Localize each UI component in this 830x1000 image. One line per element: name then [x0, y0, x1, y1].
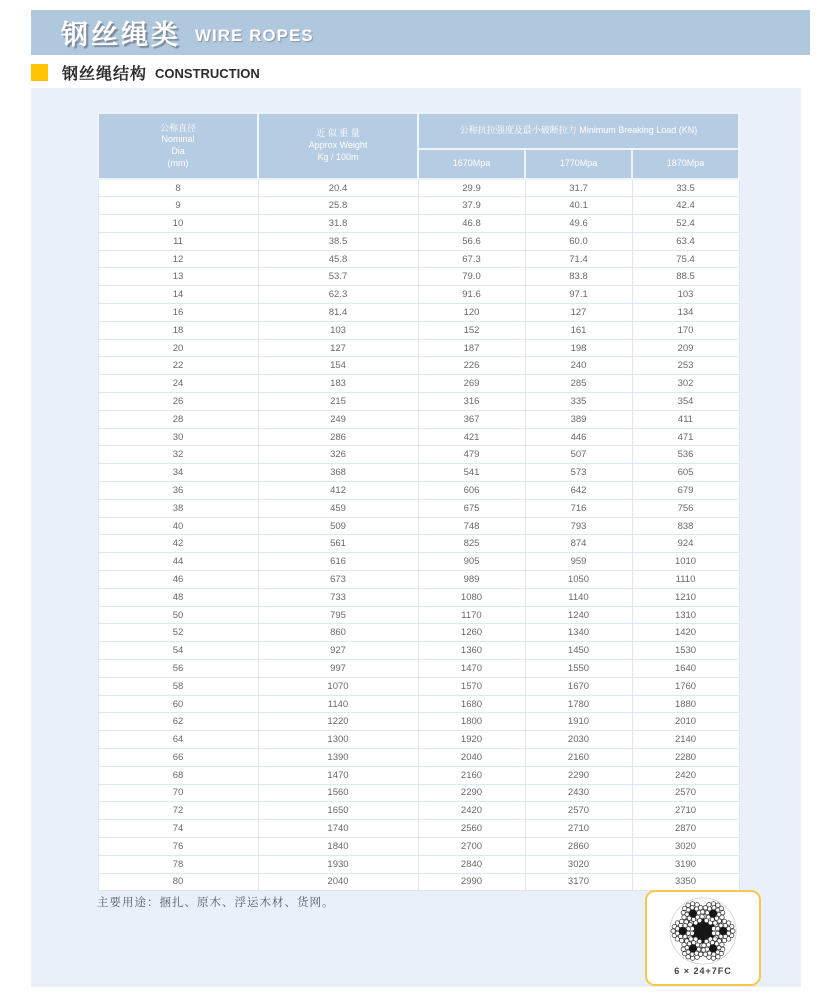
cell-mbl-1670: 2700: [418, 837, 525, 855]
col-header-diameter-unit: (mm): [167, 157, 189, 168]
table-row: [98, 553, 739, 571]
cell-mbl-1870: 134: [632, 304, 739, 322]
cell-mbl-1770: 31.7: [525, 179, 632, 197]
cell-mbl-1670: 37.9: [418, 197, 525, 215]
product-card: [645, 890, 761, 986]
table-row: [98, 375, 739, 393]
cell-mbl-1670: 905: [418, 553, 525, 571]
table-row: [98, 820, 739, 838]
cell-mbl-1770: 40.1: [525, 197, 632, 215]
cell-mbl-1870: 924: [632, 535, 739, 553]
cell-mbl-1770: 642: [525, 482, 632, 500]
cell-mbl-1670: 1920: [418, 731, 525, 749]
cell-weight: 62.3: [258, 286, 418, 304]
cell-mbl-1870: 605: [632, 464, 739, 482]
cell-diameter: 8: [98, 179, 258, 197]
table-row: [98, 642, 739, 660]
cell-weight: 2040: [258, 873, 418, 891]
table-row: [98, 660, 739, 678]
table-row: [98, 393, 739, 411]
cell-mbl-1870: 253: [632, 357, 739, 375]
table-row: [98, 410, 739, 428]
cell-weight: 249: [258, 410, 418, 428]
table-row: [98, 571, 739, 589]
cell-weight: 1560: [258, 784, 418, 802]
page-banner: [31, 10, 810, 55]
cell-diameter: 66: [98, 749, 258, 767]
table-row: [98, 695, 739, 713]
cell-weight: 1740: [258, 820, 418, 838]
col-header-diameter: [98, 113, 258, 179]
cell-mbl-1670: 606: [418, 482, 525, 500]
cell-diameter: 76: [98, 837, 258, 855]
col-header-grade-1770: 1770Mpa: [525, 149, 632, 179]
cell-mbl-1870: 2420: [632, 766, 739, 784]
table-row: [98, 464, 739, 482]
table-row: [98, 499, 739, 517]
cell-diameter: 60: [98, 695, 258, 713]
cell-mbl-1870: 75.4: [632, 250, 739, 268]
cell-weight: 154: [258, 357, 418, 375]
cell-diameter: 30: [98, 428, 258, 446]
cell-weight: 215: [258, 393, 418, 411]
cell-mbl-1870: 2140: [632, 731, 739, 749]
cell-mbl-1870: 1310: [632, 606, 739, 624]
table-row: [98, 428, 739, 446]
cell-weight: 45.8: [258, 250, 418, 268]
cell-mbl-1770: 2030: [525, 731, 632, 749]
cell-weight: 509: [258, 517, 418, 535]
cell-weight: 459: [258, 499, 418, 517]
cell-weight: 1300: [258, 731, 418, 749]
section-title-zh: 钢丝绳结构: [62, 65, 148, 83]
cell-diameter: 16: [98, 304, 258, 322]
table-row: [98, 749, 739, 767]
cell-mbl-1870: 2280: [632, 749, 739, 767]
cell-weight: 1220: [258, 713, 418, 731]
cell-mbl-1870: 2570: [632, 784, 739, 802]
cell-weight: 38.5: [258, 232, 418, 250]
cell-mbl-1770: 1670: [525, 677, 632, 695]
cell-mbl-1770: 49.6: [525, 215, 632, 233]
cell-weight: 1930: [258, 855, 418, 873]
cell-mbl-1670: 2840: [418, 855, 525, 873]
wire-rope-spec-table: [97, 112, 740, 891]
table-row: [98, 517, 739, 535]
cell-weight: 673: [258, 571, 418, 589]
table-row: [98, 837, 739, 855]
cell-mbl-1870: 354: [632, 393, 739, 411]
cell-mbl-1770: 1550: [525, 660, 632, 678]
cell-mbl-1770: 1050: [525, 571, 632, 589]
cell-mbl-1670: 1170: [418, 606, 525, 624]
cell-mbl-1670: 120: [418, 304, 525, 322]
cell-weight: 127: [258, 339, 418, 357]
cell-diameter: 54: [98, 642, 258, 660]
cell-mbl-1870: 471: [632, 428, 739, 446]
cell-mbl-1770: 2430: [525, 784, 632, 802]
col-header-grade-1870: 1870Mpa: [632, 149, 739, 179]
cell-mbl-1770: 335: [525, 393, 632, 411]
cell-weight: 412: [258, 482, 418, 500]
table-row: [98, 855, 739, 873]
cell-mbl-1770: 793: [525, 517, 632, 535]
cell-mbl-1870: 1110: [632, 571, 739, 589]
cell-mbl-1670: 1680: [418, 695, 525, 713]
cell-mbl-1670: 479: [418, 446, 525, 464]
cell-diameter: 24: [98, 375, 258, 393]
cell-mbl-1870: 1760: [632, 677, 739, 695]
cell-diameter: 74: [98, 820, 258, 838]
table-row: [98, 677, 739, 695]
cell-diameter: 22: [98, 357, 258, 375]
cell-diameter: 46: [98, 571, 258, 589]
section-title-en: CONSTRUCTION: [155, 65, 260, 81]
cell-diameter: 80: [98, 873, 258, 891]
table-row: [98, 784, 739, 802]
cell-mbl-1770: 2160: [525, 749, 632, 767]
section-heading: [31, 61, 260, 83]
table-row: [98, 766, 739, 784]
table-row: [98, 321, 739, 339]
cell-diameter: 38: [98, 499, 258, 517]
cell-mbl-1670: 29.9: [418, 179, 525, 197]
cell-mbl-1670: 367: [418, 410, 525, 428]
cell-diameter: 28: [98, 410, 258, 428]
cell-diameter: 11: [98, 232, 258, 250]
table-header: [98, 113, 739, 179]
cell-mbl-1770: 2860: [525, 837, 632, 855]
cell-diameter: 12: [98, 250, 258, 268]
cell-mbl-1670: 152: [418, 321, 525, 339]
cell-weight: 103: [258, 321, 418, 339]
cell-mbl-1870: 756: [632, 499, 739, 517]
cell-diameter: 44: [98, 553, 258, 571]
cell-mbl-1670: 2420: [418, 802, 525, 820]
cell-mbl-1870: 536: [632, 446, 739, 464]
table-row: [98, 232, 739, 250]
cell-mbl-1770: 161: [525, 321, 632, 339]
cell-mbl-1870: 1420: [632, 624, 739, 642]
cell-weight: 286: [258, 428, 418, 446]
cell-weight: 1840: [258, 837, 418, 855]
product-card-label: 6 × 24+7FC: [674, 966, 732, 976]
cell-mbl-1670: 2560: [418, 820, 525, 838]
cell-mbl-1770: 1910: [525, 713, 632, 731]
cell-mbl-1670: 46.8: [418, 215, 525, 233]
cell-diameter: 18: [98, 321, 258, 339]
cell-mbl-1670: 1800: [418, 713, 525, 731]
cell-mbl-1870: 33.5: [632, 179, 739, 197]
yellow-square-marker: [31, 64, 48, 81]
cell-weight: 795: [258, 606, 418, 624]
cell-mbl-1870: 2870: [632, 820, 739, 838]
table-row: [98, 802, 739, 820]
cell-weight: 927: [258, 642, 418, 660]
cell-mbl-1870: 52.4: [632, 215, 739, 233]
cell-diameter: 52: [98, 624, 258, 642]
cell-mbl-1870: 1880: [632, 695, 739, 713]
cell-diameter: 20: [98, 339, 258, 357]
cell-mbl-1670: 748: [418, 517, 525, 535]
cell-mbl-1670: 91.6: [418, 286, 525, 304]
cell-mbl-1670: 187: [418, 339, 525, 357]
cell-diameter: 62: [98, 713, 258, 731]
table-row: [98, 286, 739, 304]
cell-mbl-1770: 127: [525, 304, 632, 322]
cell-mbl-1870: 1010: [632, 553, 739, 571]
cell-mbl-1870: 170: [632, 321, 739, 339]
cell-diameter: 50: [98, 606, 258, 624]
cell-mbl-1670: 269: [418, 375, 525, 393]
cell-mbl-1670: 79.0: [418, 268, 525, 286]
table-row: [98, 731, 739, 749]
cell-diameter: 64: [98, 731, 258, 749]
cell-mbl-1770: 83.8: [525, 268, 632, 286]
cell-diameter: 58: [98, 677, 258, 695]
cell-mbl-1670: 989: [418, 571, 525, 589]
table-row: [98, 197, 739, 215]
cell-mbl-1870: 3190: [632, 855, 739, 873]
cell-mbl-1770: 446: [525, 428, 632, 446]
cell-mbl-1770: 1140: [525, 588, 632, 606]
cell-weight: 81.4: [258, 304, 418, 322]
cell-weight: 1470: [258, 766, 418, 784]
cell-diameter: 9: [98, 197, 258, 215]
cell-mbl-1870: 302: [632, 375, 739, 393]
cell-mbl-1770: 240: [525, 357, 632, 375]
cell-mbl-1670: 56.6: [418, 232, 525, 250]
cell-mbl-1870: 679: [632, 482, 739, 500]
cell-mbl-1770: 97.1: [525, 286, 632, 304]
table-row: [98, 357, 739, 375]
col-header-weight: [258, 113, 418, 179]
col-header-weight-zh: 近 似 重 量: [316, 128, 360, 139]
cell-diameter: 48: [98, 588, 258, 606]
cell-mbl-1870: 103: [632, 286, 739, 304]
cell-mbl-1870: 209: [632, 339, 739, 357]
cell-mbl-1670: 67.3: [418, 250, 525, 268]
cell-mbl-1870: 3350: [632, 873, 739, 891]
cell-mbl-1770: 71.4: [525, 250, 632, 268]
cell-weight: 31.8: [258, 215, 418, 233]
cell-mbl-1670: 316: [418, 393, 525, 411]
cell-mbl-1770: 1450: [525, 642, 632, 660]
cell-diameter: 10: [98, 215, 258, 233]
cell-mbl-1770: 959: [525, 553, 632, 571]
col-header-diameter-en2: Dia: [171, 146, 185, 156]
cell-mbl-1770: 2570: [525, 802, 632, 820]
cell-weight: 860: [258, 624, 418, 642]
cell-diameter: 32: [98, 446, 258, 464]
cell-mbl-1770: 507: [525, 446, 632, 464]
cell-mbl-1770: 198: [525, 339, 632, 357]
cell-mbl-1870: 88.5: [632, 268, 739, 286]
cell-mbl-1670: 1080: [418, 588, 525, 606]
table-row: [98, 873, 739, 891]
cell-mbl-1870: 3020: [632, 837, 739, 855]
cell-weight: 1140: [258, 695, 418, 713]
cell-diameter: 70: [98, 784, 258, 802]
table-row: [98, 304, 739, 322]
cell-diameter: 13: [98, 268, 258, 286]
cell-diameter: 42: [98, 535, 258, 553]
cell-mbl-1670: 1360: [418, 642, 525, 660]
col-header-grade-1670: 1670Mpa: [418, 149, 525, 179]
banner-title-en: WIRE ROPES: [195, 25, 314, 45]
cell-mbl-1870: 2010: [632, 713, 739, 731]
cell-mbl-1870: 42.4: [632, 197, 739, 215]
cell-mbl-1770: 1340: [525, 624, 632, 642]
banner-title-zh: 钢丝绳类: [61, 20, 181, 50]
cell-weight: 183: [258, 375, 418, 393]
cell-diameter: 34: [98, 464, 258, 482]
table-row: [98, 624, 739, 642]
cell-weight: 1650: [258, 802, 418, 820]
cell-weight: 997: [258, 660, 418, 678]
table-row: [98, 535, 739, 553]
cell-mbl-1770: 2290: [525, 766, 632, 784]
col-header-weight-unit: Kg / 100m: [317, 151, 359, 162]
cell-weight: 561: [258, 535, 418, 553]
table-row: [98, 713, 739, 731]
cell-diameter: 40: [98, 517, 258, 535]
cell-mbl-1870: 1530: [632, 642, 739, 660]
cell-weight: 368: [258, 464, 418, 482]
table-row: [98, 250, 739, 268]
cell-mbl-1770: 716: [525, 499, 632, 517]
col-header-diameter-en1: Nominal: [161, 134, 195, 145]
col-header-diameter-zh: 公称直径: [159, 122, 196, 133]
cell-mbl-1670: 825: [418, 535, 525, 553]
table-row: [98, 482, 739, 500]
cell-weight: 53.7: [258, 268, 418, 286]
table-body: [98, 179, 739, 891]
cell-mbl-1670: 1470: [418, 660, 525, 678]
cell-diameter: 56: [98, 660, 258, 678]
table-row: [98, 179, 739, 197]
cell-mbl-1770: 573: [525, 464, 632, 482]
cell-mbl-1870: 1210: [632, 588, 739, 606]
cell-mbl-1670: 675: [418, 499, 525, 517]
content-panel: [31, 88, 801, 987]
table-row: [98, 268, 739, 286]
cell-mbl-1770: 2710: [525, 820, 632, 838]
cell-mbl-1870: 63.4: [632, 232, 739, 250]
cell-weight: 733: [258, 588, 418, 606]
cell-mbl-1670: 226: [418, 357, 525, 375]
usage-note: 主要用途：捆扎、原木、浮运木材、货网。: [97, 897, 335, 909]
cell-weight: 1390: [258, 749, 418, 767]
cell-mbl-1770: 60.0: [525, 232, 632, 250]
cell-mbl-1770: 3170: [525, 873, 632, 891]
cell-mbl-1770: 1240: [525, 606, 632, 624]
cell-mbl-1670: 2990: [418, 873, 525, 891]
cell-diameter: 78: [98, 855, 258, 873]
cell-weight: 326: [258, 446, 418, 464]
col-header-breaking-load: 公称抗拉强度及最小破断拉力 Minimum Breaking Load (KN): [418, 113, 739, 149]
cell-mbl-1770: 874: [525, 535, 632, 553]
col-header-weight-en: Approx Weight: [308, 140, 368, 151]
cell-mbl-1670: 2160: [418, 766, 525, 784]
table-row: [98, 446, 739, 464]
cell-mbl-1670: 421: [418, 428, 525, 446]
table-row: [98, 588, 739, 606]
cell-diameter: 72: [98, 802, 258, 820]
cell-diameter: 68: [98, 766, 258, 784]
cell-mbl-1870: 411: [632, 410, 739, 428]
cell-mbl-1670: 2290: [418, 784, 525, 802]
cell-weight: 25.8: [258, 197, 418, 215]
cell-mbl-1670: 1570: [418, 677, 525, 695]
cell-mbl-1770: 389: [525, 410, 632, 428]
cell-diameter: 14: [98, 286, 258, 304]
table-row: [98, 215, 739, 233]
cell-mbl-1670: 2040: [418, 749, 525, 767]
cell-mbl-1670: 541: [418, 464, 525, 482]
cell-mbl-1670: 1260: [418, 624, 525, 642]
table-row: [98, 606, 739, 624]
cell-weight: 20.4: [258, 179, 418, 197]
cell-mbl-1770: 285: [525, 375, 632, 393]
cell-weight: 1070: [258, 677, 418, 695]
cell-mbl-1870: 2710: [632, 802, 739, 820]
cell-weight: 616: [258, 553, 418, 571]
table-row: [98, 339, 739, 357]
cell-mbl-1770: 3020: [525, 855, 632, 873]
rope-cross-section-icon: [667, 895, 739, 967]
cell-diameter: 26: [98, 393, 258, 411]
cell-mbl-1870: 838: [632, 517, 739, 535]
cell-diameter: 36: [98, 482, 258, 500]
cell-mbl-1870: 1640: [632, 660, 739, 678]
cell-mbl-1770: 1780: [525, 695, 632, 713]
